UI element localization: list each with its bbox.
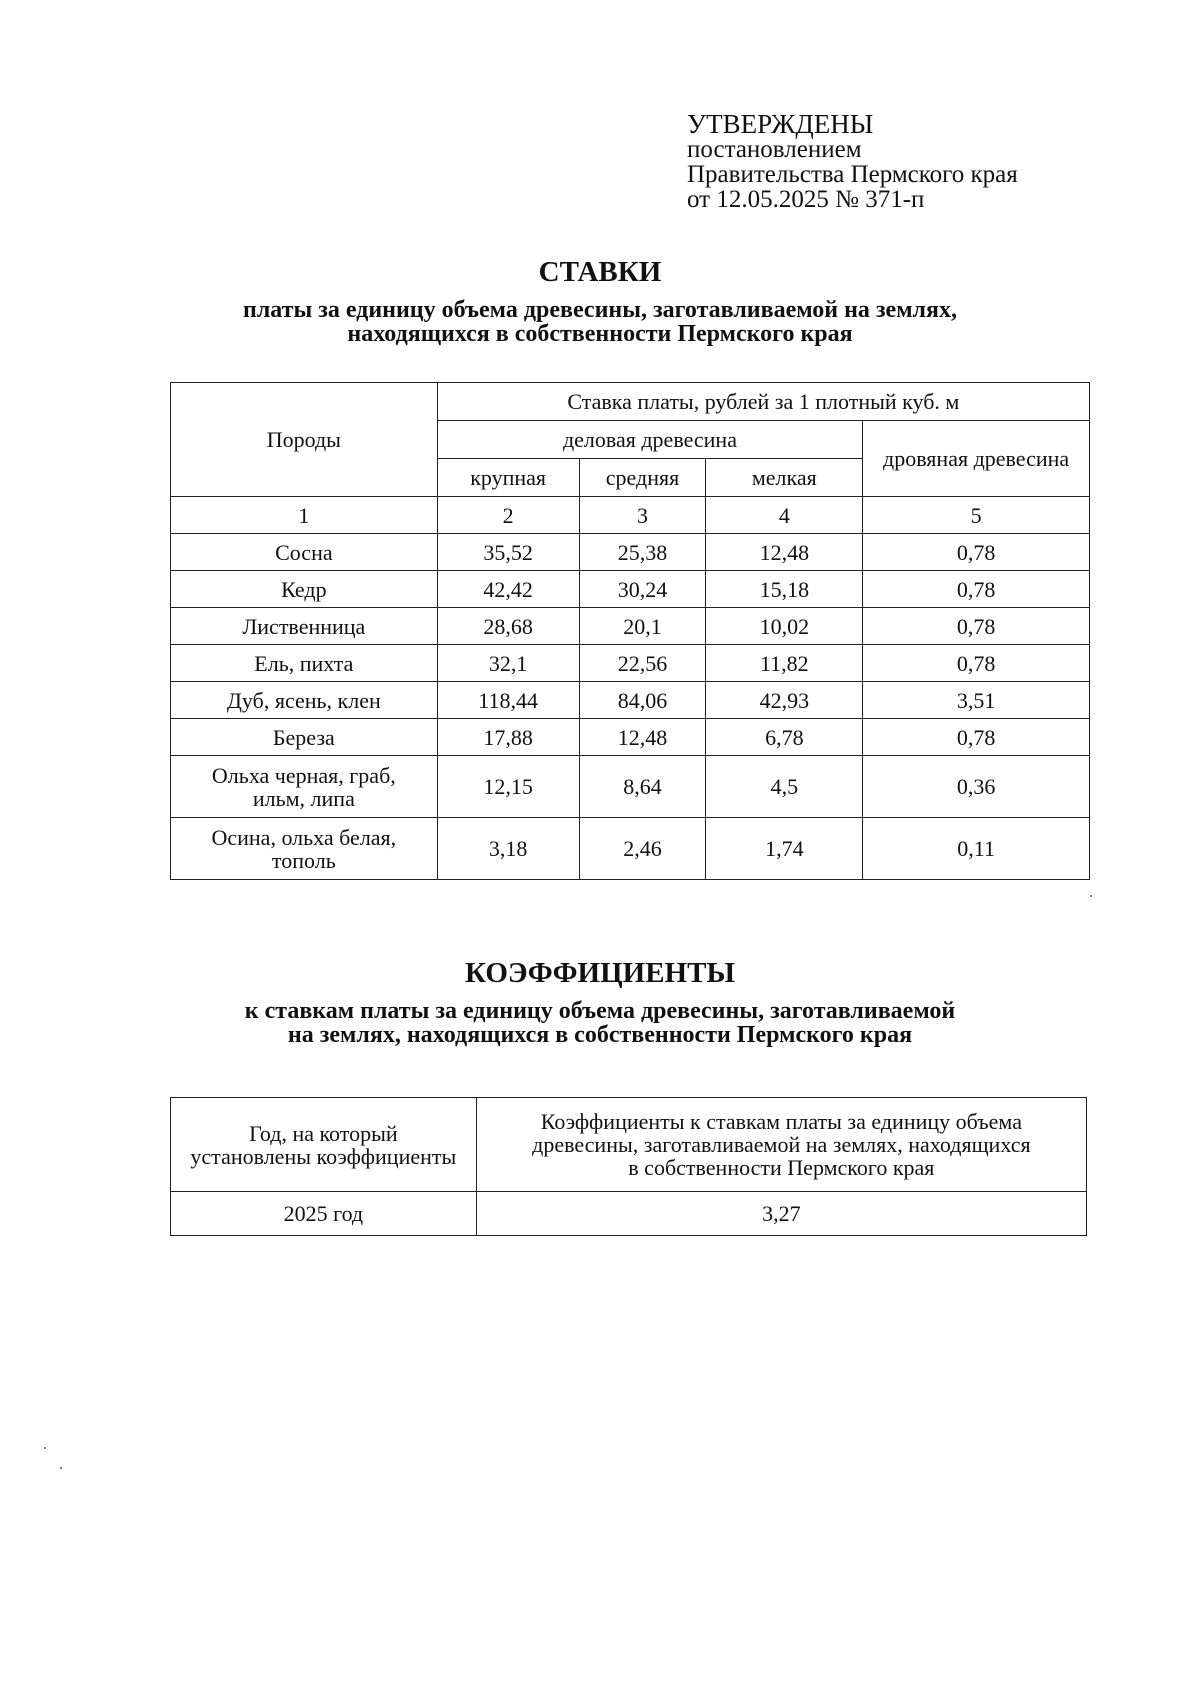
medium-cell: 12,48 [579,719,706,756]
coefficients-table [170,1097,1087,1236]
rates-title: СТАВКИ [538,256,662,288]
table-row [171,571,1090,608]
medium-cell: 84,06 [579,682,706,719]
medium-cell: 2,46 [579,818,706,880]
rates-table [170,382,1090,880]
header-year-line: Год, на который [249,1120,398,1146]
table-row [171,756,1090,818]
firewood-cell: 0,36 [863,756,1090,818]
approval-line: Правительства Пермского края [687,161,1018,188]
scan-speck [1090,895,1092,897]
species-cell: Сосна [171,534,438,571]
medium-cell: 25,38 [579,534,706,571]
table-row [171,719,1090,756]
header-rate: Ставка платы, рублей за 1 плотный куб. м [437,383,1089,421]
large-cell: 118,44 [437,682,579,719]
column-number: 2 [437,497,579,534]
table-row [171,818,1090,880]
column-number: 5 [863,497,1090,534]
header-coefficient-line: древесины, заготавливаемой на землях, находящихся [532,1132,1031,1157]
header-year-line: установлены коэффициенты [190,1143,457,1169]
species-cell [171,756,438,818]
firewood-cell: 0,78 [863,719,1090,756]
large-cell: 32,1 [437,645,579,682]
header-large: крупная [437,459,579,497]
coefficient-cell: 3,27 [476,1192,1086,1236]
firewood-cell: 0,11 [863,818,1090,880]
column-number: 3 [579,497,706,534]
large-cell: 3,18 [437,818,579,880]
large-cell: 17,88 [437,719,579,756]
table-row [171,682,1090,719]
species-line: ильм, липа [252,785,355,811]
species-cell: Лиственница [171,608,438,645]
large-cell: 35,52 [437,534,579,571]
column-number: 4 [706,497,863,534]
medium-cell: 8,64 [579,756,706,818]
species-cell [171,818,438,880]
small-cell: 12,48 [706,534,863,571]
approval-line: постановлением [687,136,862,163]
small-cell: 11,82 [706,645,863,682]
species-cell: Ель, пихта [171,645,438,682]
small-cell: 15,18 [706,571,863,608]
header-coefficient [476,1098,1086,1192]
small-cell: 6,78 [706,719,863,756]
firewood-cell: 3,51 [863,682,1090,719]
header-coefficient-line: в собственности Пермского края [628,1155,935,1180]
scan-speck [44,1447,46,1449]
medium-cell: 20,1 [579,608,706,645]
table-row [171,534,1090,571]
small-cell: 42,93 [706,682,863,719]
large-cell: 42,42 [437,571,579,608]
large-cell: 28,68 [437,608,579,645]
approval-block [687,109,1018,213]
header-business-wood: деловая древесина [437,421,863,459]
rates-subtitle-line1: платы за единицу объема древесины, заготавливаемой на землях, [243,297,957,323]
coefficients-subtitle-line2: на землях, находящихся в собственности Пермского края [287,1022,913,1048]
approval-title: УТВЕРЖДЕНЫ [687,109,874,139]
approval-date: от 12.05.2025 № 371-п [687,186,925,213]
species-line: Осина, ольха белая, [211,824,397,850]
header-medium: средняя [579,459,706,497]
table-row [171,1192,1087,1236]
large-cell: 12,15 [437,756,579,818]
header-coefficient-line: Коэффициенты к ставкам платы за единицу объема [540,1109,1022,1134]
coefficients-title: КОЭФФИЦИЕНТЫ [465,957,735,989]
firewood-cell: 0,78 [863,645,1090,682]
species-cell: Дуб, ясень, клен [171,682,438,719]
coefficients-subtitle-line1: к ставкам платы за единицу объема древесины, заготавливаемой [244,998,956,1024]
header-small: мелкая [706,459,863,497]
year-cell: 2025 год [171,1192,477,1236]
small-cell: 1,74 [706,818,863,880]
species-cell: Кедр [171,571,438,608]
species-line: Ольха черная, граб, [211,762,396,788]
table-row [171,608,1090,645]
column-number: 1 [171,497,438,534]
header-firewood: дровяная древесина [863,421,1090,497]
species-cell: Береза [171,719,438,756]
scan-speck [60,1467,62,1469]
medium-cell: 30,24 [579,571,706,608]
rates-subtitle-line2: находящихся в собственности Пермского края [347,321,853,347]
table-row [171,645,1090,682]
small-cell: 4,5 [706,756,863,818]
header-year [171,1098,477,1192]
firewood-cell: 0,78 [863,571,1090,608]
firewood-cell: 0,78 [863,608,1090,645]
species-line: тополь [271,847,336,873]
medium-cell: 22,56 [579,645,706,682]
small-cell: 10,02 [706,608,863,645]
firewood-cell: 0,78 [863,534,1090,571]
header-species: Породы [171,383,438,497]
